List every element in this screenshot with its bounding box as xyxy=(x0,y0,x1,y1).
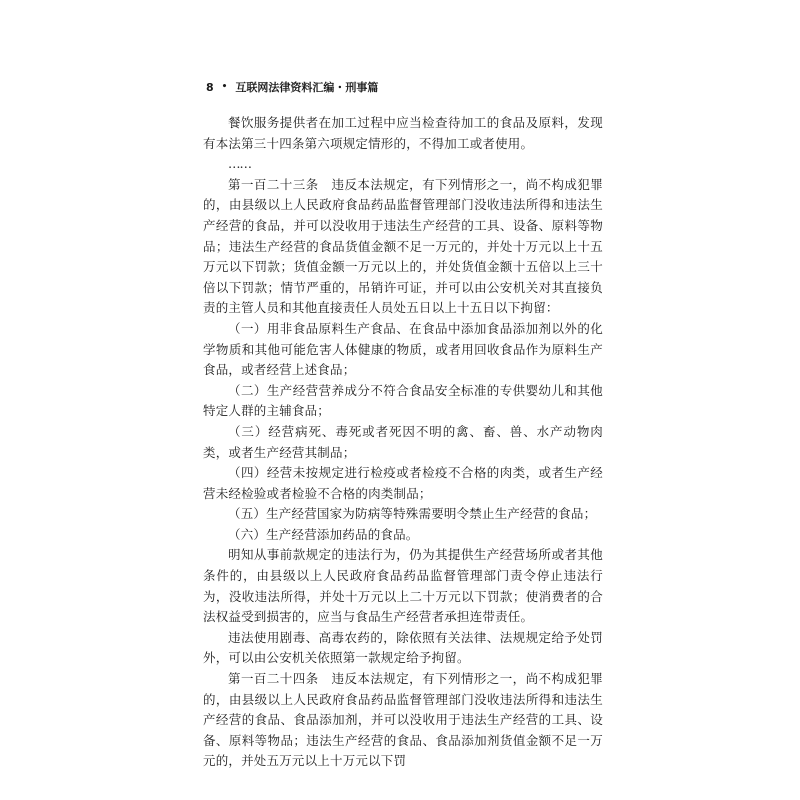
header-separator: • xyxy=(221,82,228,92)
page-number: 8 xyxy=(206,80,214,94)
running-head xyxy=(206,79,378,95)
paragraph: 餐饮服务提供者在加工过程中应当检查待加工的食品及原料，发现有本法第三十四条第六项规定情形的，不得加工或者使用。 xyxy=(203,115,603,151)
article-123-item-4: （四）经营未按规定进行检疫或者检疫不合格的肉类，或者生产经营未经检验或者检验不合格的肉类制品； xyxy=(203,465,603,501)
body-text xyxy=(203,113,603,772)
book-title: 互联网法律资料汇编・刑事篇 xyxy=(235,81,379,94)
article-123-item-3: （三）经营病死、毒死或者死因不明的禽、畜、兽、水产动物肉类，或者生产经营其制品； xyxy=(203,423,603,460)
article-124: 第一百二十四条 违反本法规定，有下列情形之一，尚不构成犯罪的，由县级以上人民政府食品药品监督管理部门没收违法所得和违法生产经营的食品、食品添加剂，并可以没收用于违法生产经营的工具、设备、原料等物品；违法生产经营的食品、食品添加剂货值金额不足一万元的，并处五万元以上十万元以下罚 xyxy=(203,671,603,769)
article-123-item-1: （一）用非食品原料生产食品、在食品中添加食品添加剂以外的化学物质和其他可能危害人体健康的物质，或者用回收食品作为原料生产食品，或者经营上述食品； xyxy=(203,320,603,378)
article-123-item-5: （五）生产经营国家为防病等特殊需要明令禁止生产经营的食品； xyxy=(228,506,597,522)
article-123-item-2: （二）生产经营营养成分不符合食品安全标准的专供婴幼儿和其他特定人群的主辅食品； xyxy=(203,382,603,419)
article-123-para-3: 违法使用剧毒、高毒农药的，除依照有关法律、法规规定给予处罚外，可以由公安机关依照第一款规定给予拘留。 xyxy=(203,629,603,666)
article-123-item-6: （六）生产经营添加药品的食品。 xyxy=(228,526,419,542)
article-123-para-2: 明知从事前款规定的违法行为，仍为其提供生产经营场所或者其他条件的，由县级以上人民政府食品药品监督管理部门责令停止违法行为，没收违法所得，并处十万元以上二十万元以下罚款；使消费者的合法权益受到损害的，应当与食品生产经营者承担连带责任。 xyxy=(203,547,603,625)
article-123: 第一百二十三条 违反本法规定，有下列情形之一，尚不构成犯罪的，由县级以上人民政府食品药品监督管理部门没收违法所得和违法生产经营的食品，并可以没收用于违法生产经营的工具、设备、原料等物品；违法生产经营的食品货值金额不足一万元的，并处十万元以上十五万元以下罚款；货值金额一万元以上的，并处货值金额十五倍以上三十倍以下罚款；情节严重的，吊销许可证，并可以由公安机关对其直接负责的主管人员和其他直接责任人员处五日以上十五日以下拘留： xyxy=(203,176,603,316)
ellipsis: …… xyxy=(228,156,251,172)
